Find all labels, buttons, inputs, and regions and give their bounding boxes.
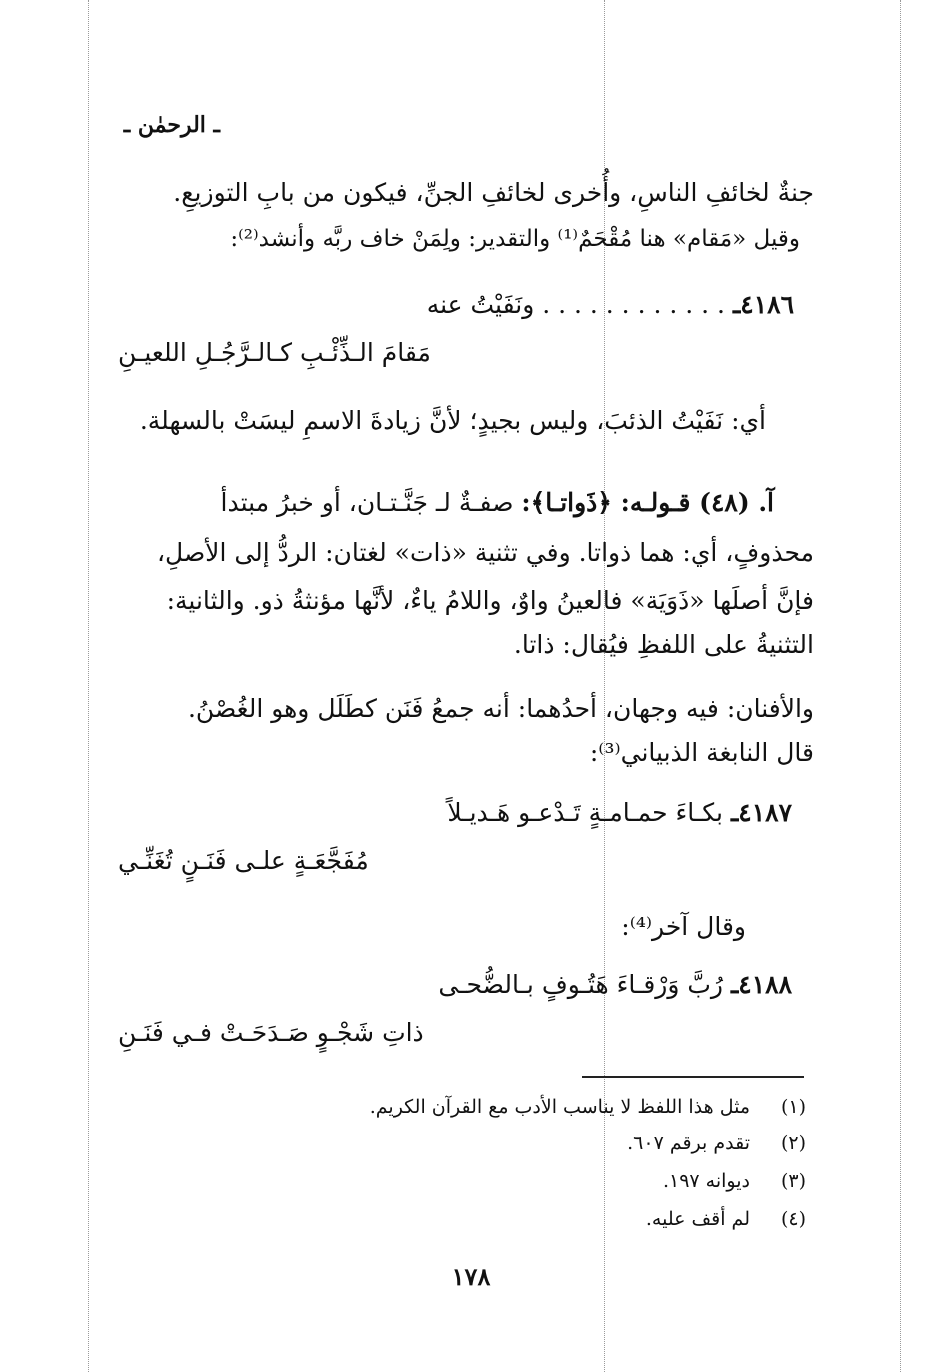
verse-4186-second-hemistich: مَقامَ الـذِّئْـبِ كـالـرَّجُـلِ اللعيـنِ xyxy=(118,338,431,367)
footnote-text: لم أقف عليه. xyxy=(645,1208,750,1230)
verse-number: ٤١٨٦ـ xyxy=(732,290,794,319)
footnote-text: مثل هذا اللفظ لا يناسب الأدب مع القرآن الكريم. xyxy=(369,1096,750,1118)
verse-number: ٤١٨٧ـ xyxy=(730,798,792,827)
verse-4188-first-hemistich xyxy=(438,968,792,1002)
footnote-4 xyxy=(646,1206,806,1232)
section-heading-rest: صفـةٌ لـ جَنَّـتـان، أو خبرُ مبتدأ xyxy=(220,488,514,517)
running-header: ـ الرحمٰن ـ xyxy=(123,112,220,138)
verse-number: ٤١٨٨ـ xyxy=(730,970,792,999)
body-line-c1: وقال آخر⁽⁴⁾: xyxy=(621,912,746,941)
verse-text: رُبَّ وَرْقـاءَ هَتُـوفٍ بـالضُّحـى xyxy=(438,970,723,999)
scan-guide-line-left xyxy=(88,0,89,1372)
verse-4186-first-hemistich xyxy=(427,288,794,322)
section-heading-line xyxy=(221,486,774,520)
body-line-b1: والأفنان: فيه وجهان، أحدُهما: أنه جمعُ فَنَن كطَلَل وهو الغُصْنُ. xyxy=(187,694,814,723)
scan-guide-line-right xyxy=(900,0,901,1372)
footnote-text: تقدم برقم ٦٠٧. xyxy=(627,1132,750,1154)
footnote-3 xyxy=(663,1168,806,1194)
verse-4187-second-hemistich: مُفَجَّعَـةٍ علـى فَنَـنٍ تُغَنِّـي xyxy=(118,846,369,875)
verse-text: بكـاءَ حمـامـةٍ تَـدْعـو هَـديـلاً xyxy=(447,798,723,827)
footnote-1 xyxy=(370,1094,806,1120)
body-line-1: جنةٌ لخائفِ الناسِ، وأُخرى لخائفِ الجنِّ، فيكون من بابِ التوزيعِ. xyxy=(173,178,814,207)
footnote-number: (١) xyxy=(780,1096,806,1118)
verse-4188-second-hemistich: ذاتِ شَجْـوٍ صَـدَحَـتْ فـي فَنَـنِ xyxy=(118,1018,424,1047)
footnote-text: ديوانه ١٩٧. xyxy=(662,1170,750,1192)
section-heading: آ. (٤٨) قـولـه: ﴿ذَواتـا﴾: xyxy=(521,488,774,517)
body-line-2: وقيل «مَقام» هنا مُقْحَمٌ⁽¹⁾ والتقدير: ولِمَنْ خاف ربَّه وأنشد⁽²⁾: xyxy=(230,226,800,252)
verse-4187-first-hemistich xyxy=(447,796,792,830)
footnote-number: (٤) xyxy=(780,1208,806,1230)
body-line-b2: قال النابغة الذبياني⁽³⁾: xyxy=(589,738,814,767)
body-line-a2: محذوفٍ، أي: هما ذواتا. وفي تثنية «ذات» لغتان: الردُّ إلى الأصلِ، xyxy=(156,538,814,567)
body-line-a4: التثنيةُ على اللفظِ فيُقال: ذاتا. xyxy=(513,630,814,659)
body-line-a3: فإنَّ أصلَها «ذَوَيَة» فالعينُ واوٌ، واللامُ ياءٌ، لأنَّها مؤنثةُ ذو. والثانية: xyxy=(166,586,814,615)
footnote-2 xyxy=(627,1130,806,1156)
footnote-number: (٢) xyxy=(780,1132,806,1154)
page-number: ١٧٨ xyxy=(451,1262,491,1291)
explanation-line: أي: نَفَيْتُ الذئبَ، وليس بجيدٍ؛ لأنَّ زيادةَ الاسمِ ليسَتْ بالسهلة. xyxy=(139,406,766,435)
footnote-separator xyxy=(582,1076,804,1078)
verse-text: . . . . . . . . . . . . ونَفَيْتُ عنه xyxy=(426,290,725,319)
footnote-number: (٣) xyxy=(780,1170,806,1192)
